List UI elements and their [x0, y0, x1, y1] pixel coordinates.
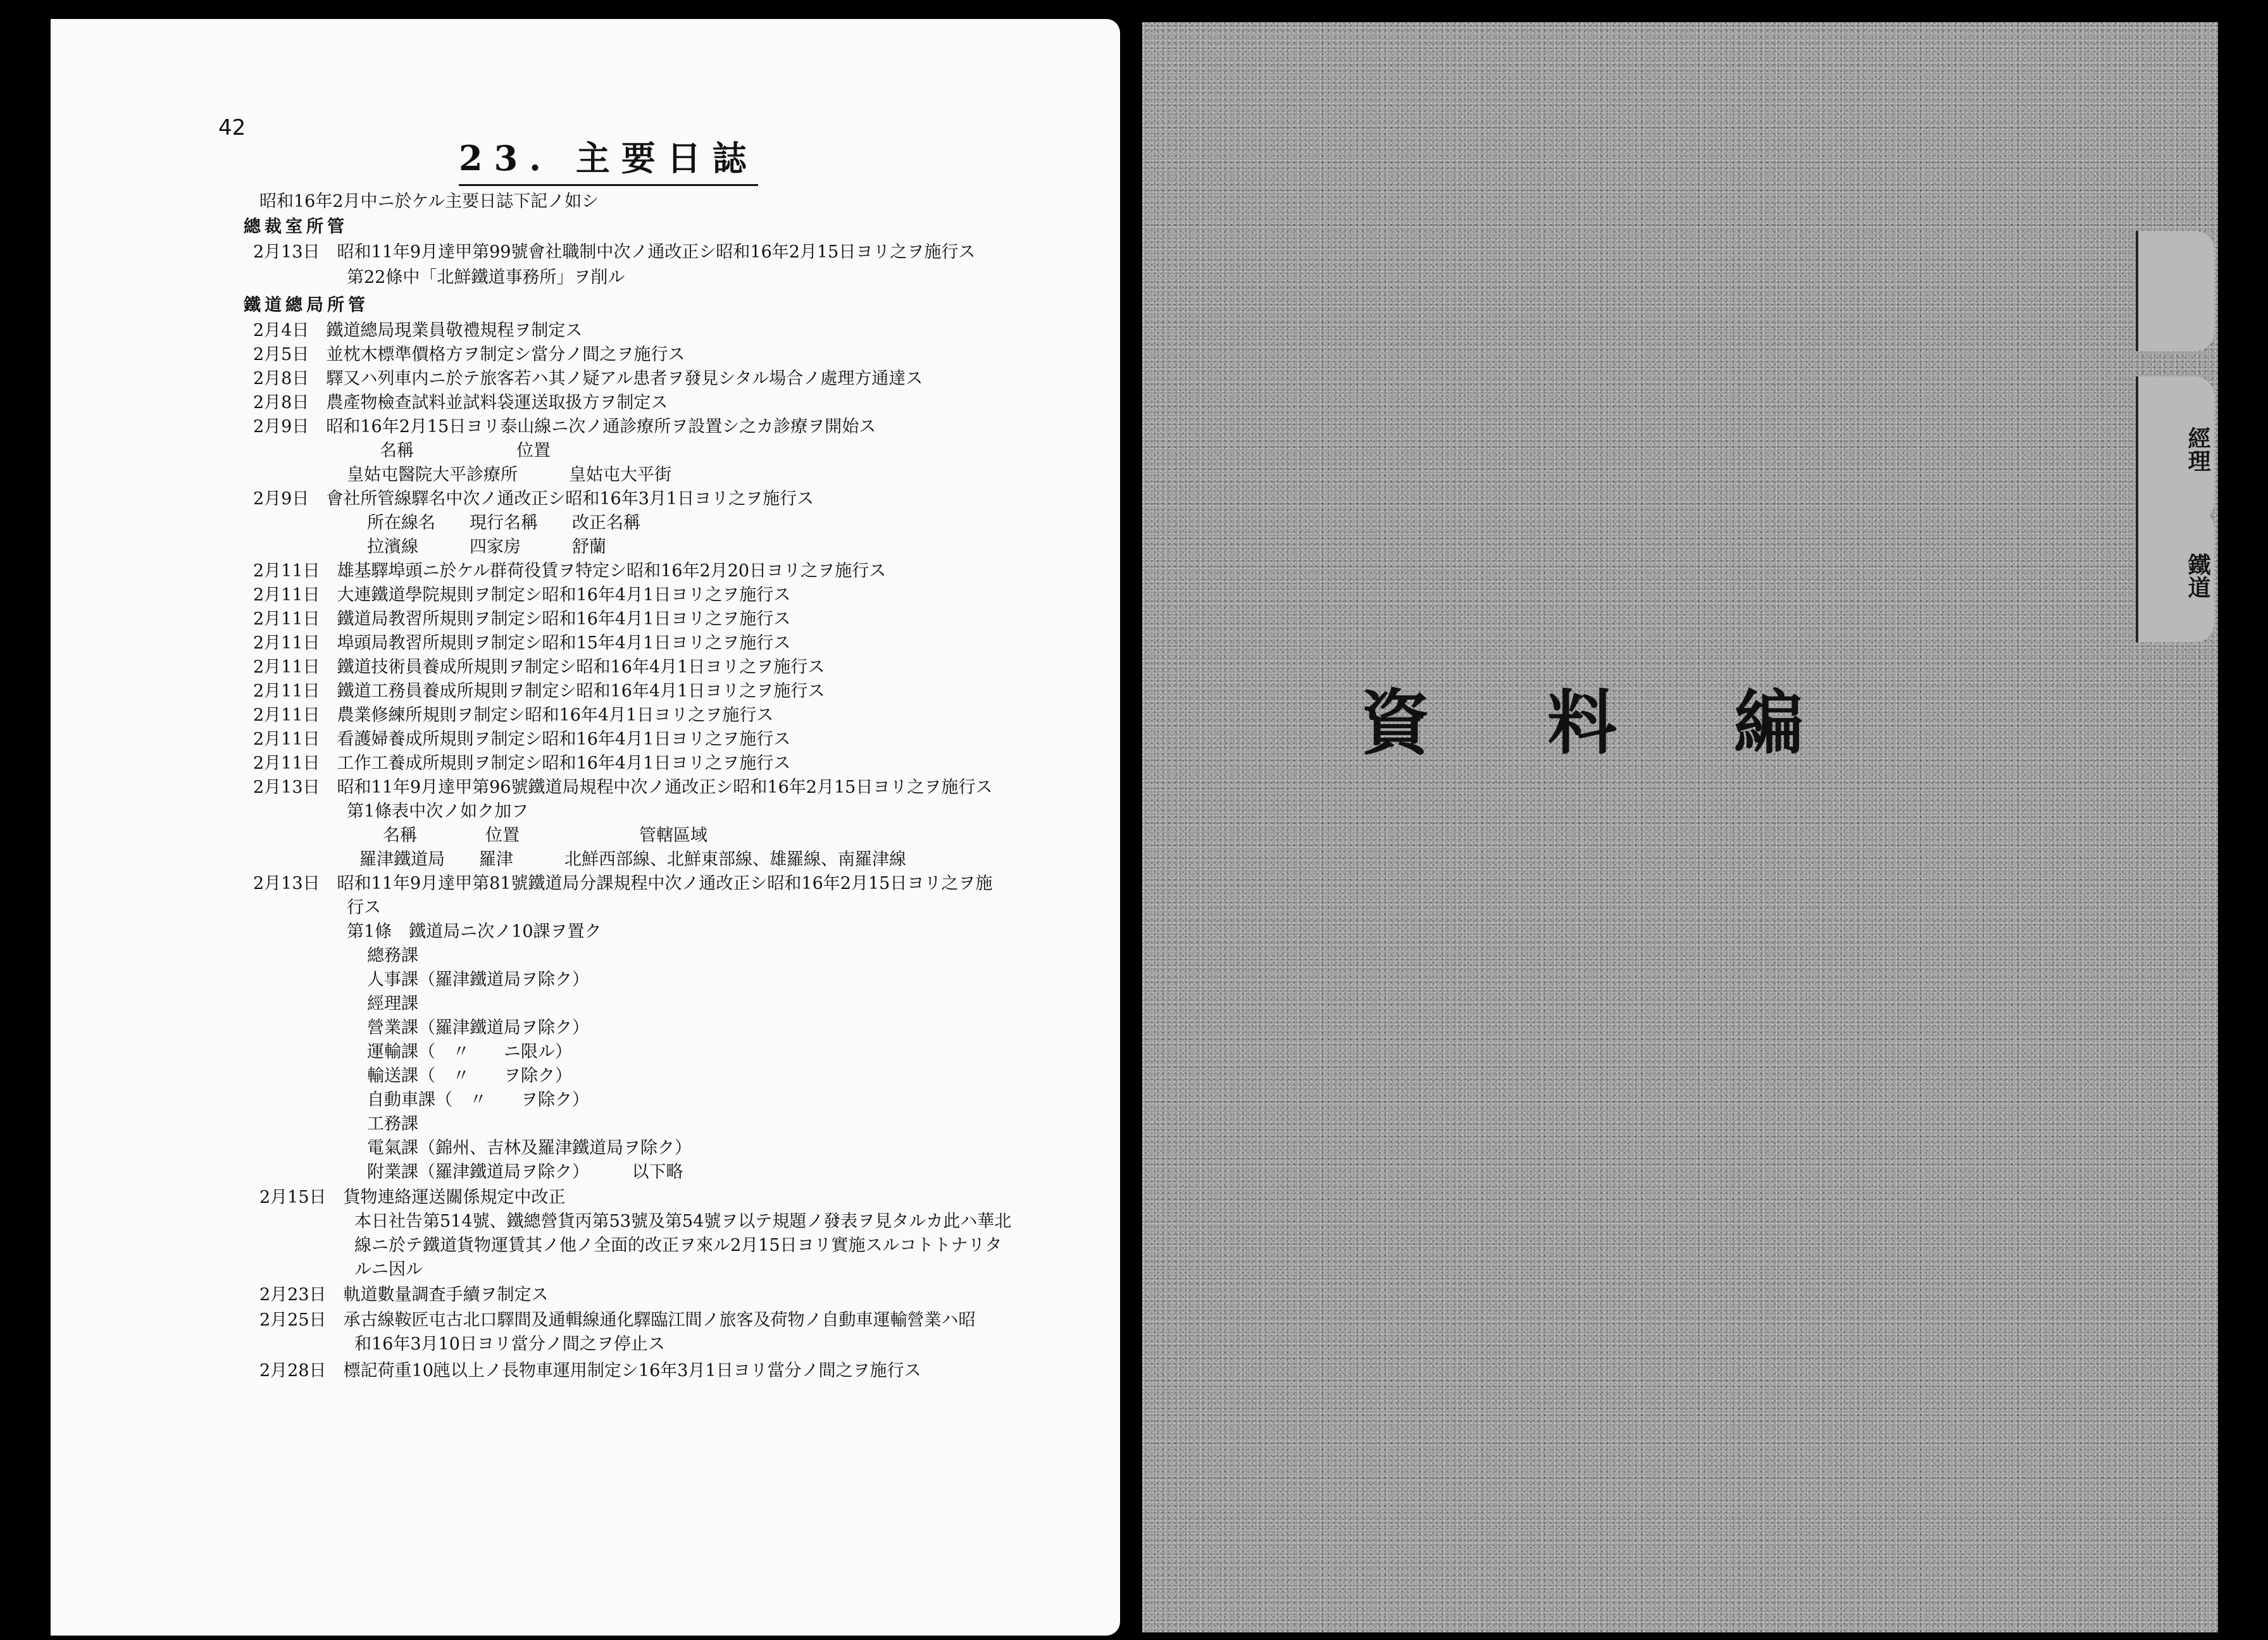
- table-header: 名稱 位置: [380, 441, 551, 461]
- right-cover-page: [1142, 22, 2218, 1632]
- diary-entry-detail: 第1條 鐵道局ニ次ノ10課ヲ置ク: [347, 922, 602, 941]
- index-tab[interactable]: [2136, 231, 2214, 351]
- index-tab-railway[interactable]: 鐵道: [2136, 509, 2214, 642]
- diary-entry: 2月11日 鐵道工務員養成所規則ヲ制定シ昭和16年4月1日ヨリ之ヲ施行ス: [253, 681, 825, 701]
- diary-entry: 2月28日 標記荷重10瓲以上ノ長物車運用制定シ16年3月1日ヨリ當分ノ間之ヲ施行ス: [259, 1361, 921, 1381]
- diary-entry: 2月23日 軌道數量調査手續ヲ制定ス: [259, 1285, 549, 1305]
- index-tab-accounting[interactable]: 經理: [2136, 376, 2214, 522]
- section-title: 23. 主要日誌: [459, 132, 758, 186]
- diary-entry: 2月11日 鐵道技術員養成所規則ヲ制定シ昭和16年4月1日ヨリ之ヲ施行ス: [253, 657, 825, 677]
- diary-entry: 2月11日 看護婦養成所規則ヲ制定シ昭和16年4月1日ヨリ之ヲ施行ス: [253, 730, 791, 749]
- cover-title: 資料編: [1361, 682, 1921, 764]
- diary-entry: 2月25日 承古線鞍匠屯古北口驛間及通輯線通化驛臨江間ノ旅客及荷物ノ自動車運輸營業ハ昭: [259, 1310, 976, 1330]
- intro-line: 昭和16年2月中ニ於ケル主要日誌下記ノ如シ: [259, 192, 599, 211]
- list-item: 人事課（羅津鐵道局ヲ除ク）: [367, 970, 589, 990]
- list-item: 運輸課（ 〃 ニ限ル）: [367, 1042, 572, 1062]
- section-heading-president-office: 總裁室所管: [244, 217, 348, 237]
- diary-entry-detail: 第1條表中次ノ如ク加フ: [347, 802, 529, 821]
- diary-entry: 2月9日 昭和16年2月15日ヨリ泰山線ニ次ノ通診療所ヲ設置シ之カ診療ヲ開始ス: [253, 417, 876, 437]
- diary-entry-detail: 線ニ於テ鐵道貨物運賃其ノ他ノ全面的改正ヲ來ル2月15日ヨリ實施スルコトトナリタ: [354, 1236, 1002, 1255]
- diary-entry: 2月13日 昭和11年9月達甲第81號鐵道局分課規程中次ノ通改正シ昭和16年2月15日ヨリ之ヲ施: [253, 874, 993, 893]
- table-row: 皇姑屯醫院大平診療所 皇姑屯大平街: [347, 465, 671, 485]
- diary-entry: 2月11日 埠頭局教習所規則ヲ制定シ昭和15年4月1日ヨリ之ヲ施行ス: [253, 633, 791, 653]
- diary-entry: 2月4日 鐵道總局現業員敬禮規程ヲ制定ス: [253, 321, 583, 340]
- left-document-page: [51, 19, 1120, 1636]
- diary-entry: 2月9日 會社所管線驛名中次ノ通改正シ昭和16年3月1日ヨリ之ヲ施行ス: [253, 489, 814, 509]
- diary-entry: 2月11日 大連鐵道學院規則ヲ制定シ昭和16年4月1日ヨリ之ヲ施行ス: [253, 585, 791, 605]
- table-header: 名稱 位置 管轄區域: [383, 826, 707, 845]
- diary-entry-detail: 本日社告第514號、鐵總營貨丙第53號及第54號ヲ以テ規題ノ發表ヲ見タルカ此ハ華北: [354, 1212, 1012, 1231]
- diary-entry: 2月15日 貨物連絡運送關係規定中改正: [259, 1188, 566, 1207]
- list-item: 附業課（羅津鐵道局ヲ除ク） 以下略: [367, 1162, 683, 1182]
- table-row: 羅津鐵道局 羅津 北鮮西部線、北鮮東部線、雄羅線、南羅津線: [359, 850, 906, 869]
- list-item: 總務課: [367, 946, 418, 966]
- list-item: 營業課（羅津鐵道局ヲ除ク）: [367, 1018, 589, 1038]
- diary-entry: 2月5日 並枕木標準價格方ヲ制定シ當分ノ間之ヲ施行ス: [253, 345, 685, 364]
- page-number: 42: [218, 115, 246, 140]
- list-item: 輸送課（ 〃 ヲ除ク）: [367, 1066, 572, 1086]
- diary-entry: 2月11日 農業修練所規則ヲ制定シ昭和16年4月1日ヨリ之ヲ施行ス: [253, 705, 774, 725]
- diary-entry-continuation: 和16年3月10日ヨリ當分ノ間之ヲ停止ス: [354, 1334, 665, 1354]
- diary-entry-detail: 第22條中「北鮮鐵道事務所」ヲ削ル: [347, 268, 625, 287]
- diary-entry-detail: ルニ因ル: [354, 1260, 423, 1279]
- list-item: 自動車課（ 〃 ヲ除ク）: [367, 1090, 589, 1110]
- diary-entry-continuation: 行ス: [347, 898, 381, 917]
- section-heading-railway-bureau: 鐵道總局所管: [244, 295, 369, 315]
- list-item: 電氣課（錦州、吉林及羅津鐵道局ヲ除ク）: [367, 1138, 692, 1158]
- diary-entry: 2月13日 昭和11年9月達甲第96號鐵道局規程中次ノ通改正シ昭和16年2月15日ヨリ之ヲ施行ス: [253, 778, 993, 797]
- diary-entry: 2月13日 昭和11年9月達甲第99號會社職制中次ノ通改正シ昭和16年2月15日ヨリ之ヲ施行ス: [253, 242, 976, 262]
- diary-entry: 2月11日 工作工養成所規則ヲ制定シ昭和16年4月1日ヨリ之ヲ施行ス: [253, 754, 791, 773]
- diary-entry: 2月8日 驛又ハ列車内ニ於テ旅客若ハ其ノ疑アル患者ヲ發見シタル場合ノ處理方通達ス: [253, 369, 923, 388]
- list-item: 工務課: [367, 1114, 418, 1134]
- table-row: 拉濱線 四家房 舒蘭: [367, 537, 606, 557]
- list-item: 經理課: [367, 994, 418, 1014]
- diary-entry: 2月11日 鐵道局教習所規則ヲ制定シ昭和16年4月1日ヨリ之ヲ施行ス: [253, 609, 791, 629]
- table-header: 所在線名 現行名稱 改正名稱: [367, 513, 640, 533]
- diary-entry: 2月8日 農產物檢查試料並試料袋運送取扱方ヲ制定ス: [253, 393, 668, 413]
- diary-entry: 2月11日 雄基驛埠頭ニ於ケル群荷役賃ヲ特定シ昭和16年2月20日ヨリ之ヲ施行ス: [253, 561, 887, 581]
